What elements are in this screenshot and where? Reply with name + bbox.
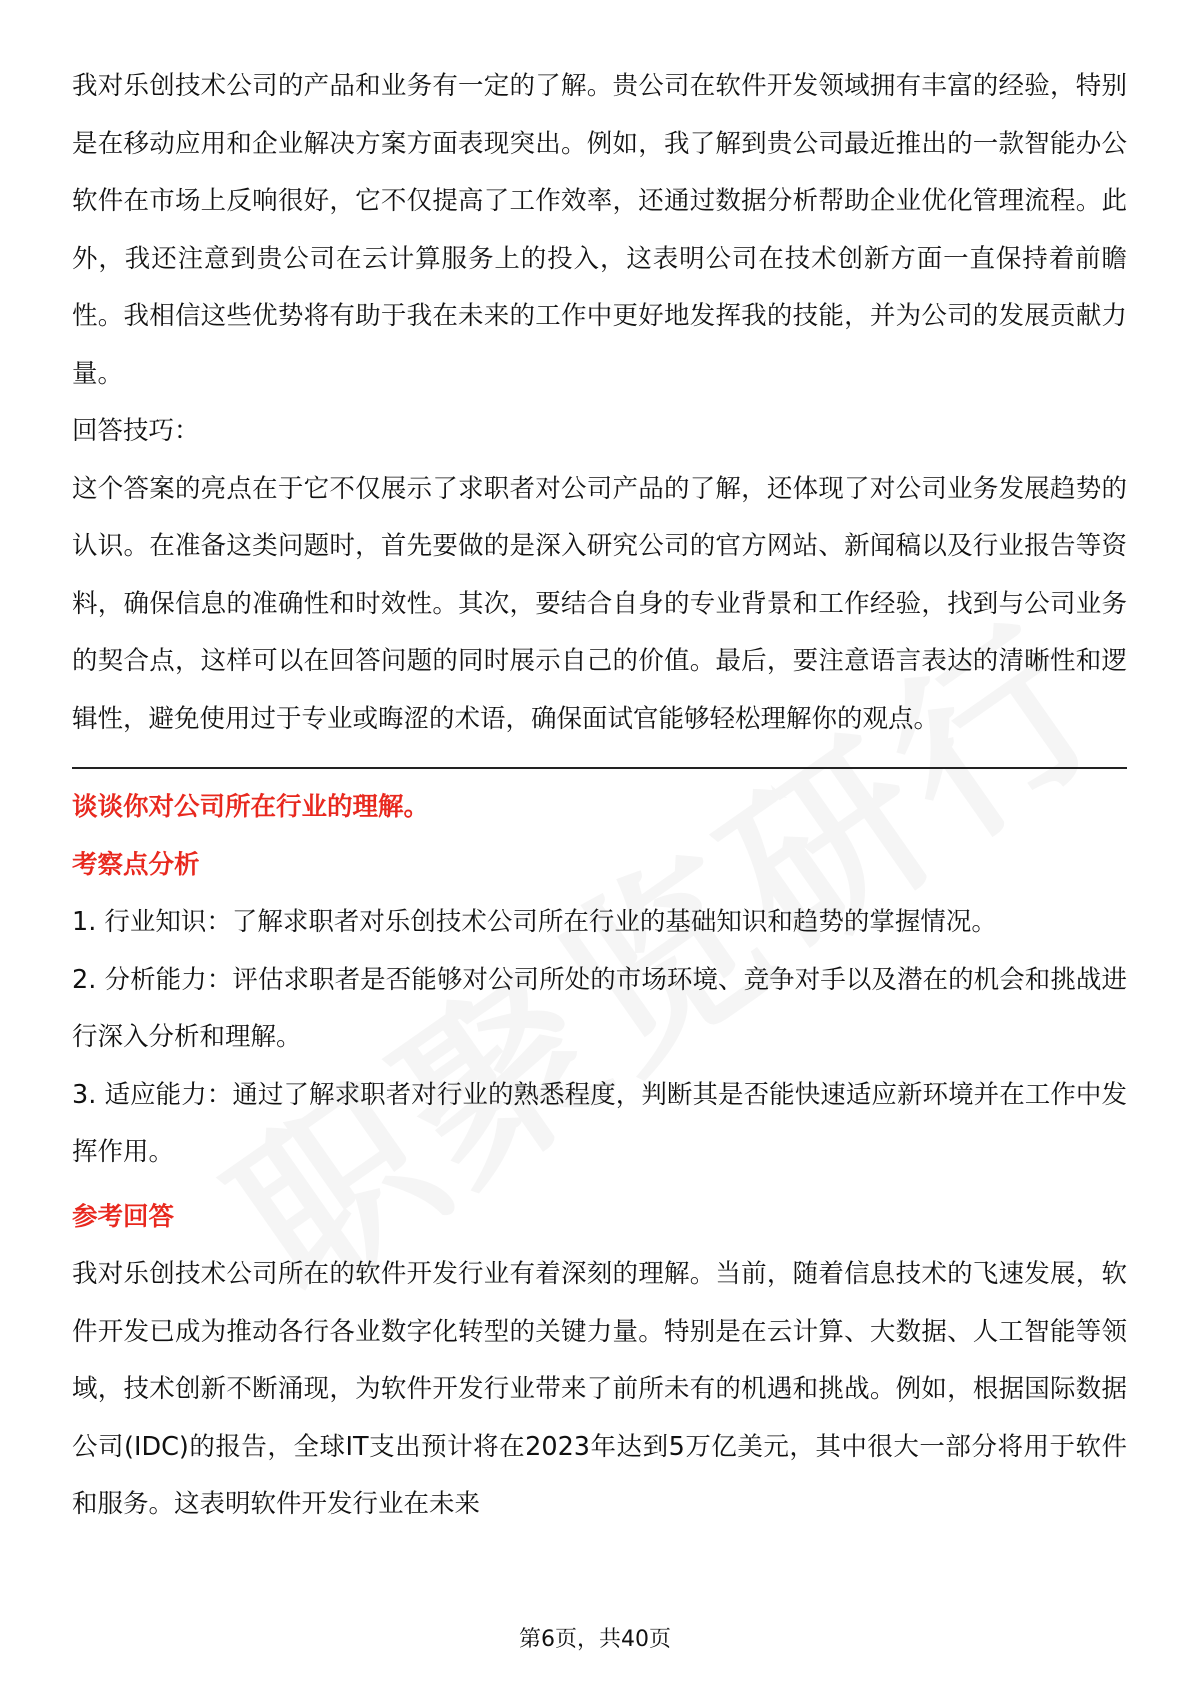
tips-paragraph: 这个答案的亮点在于它不仅展示了求职者对公司产品的了解，还体现了对公司业务发展趋势的认识。在准备这类问题时，首先要做的是深入研究公司的官方网站、新闻稿以及行业报告等资料，确保信息的准确性和时效性。其次，要结合自身的专业背景和工作经验，找到与公司业务的契合点，这样可以在回答问题的同时展示自己的价值。最后，要注意语言表达的清晰性和逻辑性，避免使用过于专业或晦涩的术语，确保面试官能够轻松理解你的观点。 — [72, 473, 1127, 734]
reference-answer-paragraph: 我对乐创技术公司所在的软件开发行业有着深刻的理解。当前，随着信息技术的飞速发展，软件开发已成为推动各行各业数字化转型的关键力量。特别是在云计算、大数据、人工智能等领域，技术创新不断涌现，为软件开发行业带来了前所未有的机遇和挑战。例如，根据国际数据公司(IDC)的报告，全球IT支出预计将在2023年达到5万亿美元，其中很大一部分将用于软件和服务。这表明软件开发行业在未来 — [72, 1259, 1127, 1519]
page-number-footer: 第6页，共40页 — [519, 1627, 671, 1652]
section-divider — [72, 767, 1127, 769]
question-title: 谈谈你对公司所在行业的理解。 — [72, 792, 430, 822]
page-content — [72, 58, 1127, 1534]
reference-heading: 参考回答 — [72, 1201, 175, 1232]
analysis-heading: 考察点分析 — [72, 849, 200, 880]
intro-answer-paragraph: 我对乐创技术公司的产品和业务有一定的了解。贵公司在软件开发领域拥有丰富的经验，特别是在移动应用和企业解决方案方面表现突出。例如，我了解到贵公司最近推出的一款智能办公软件在市场上反响很好，它不仅提高了工作效率，还通过数据分析帮助企业优化管理流程。此外，我还注意到贵公司在云计算服务上的投入，这表明公司在技术创新方面一直保持着前瞻性。我相信这些优势将有助于我在未来的工作中更好地发挥我的技能，并为公司的发展贡献力量。 — [72, 71, 1127, 389]
analysis-list — [72, 894, 1127, 1182]
analysis-point: 3. 适应能力：通过了解求职者对行业的熟悉程度，判断其是否能快速适应新环境并在工作中发挥作用。 — [72, 1079, 1127, 1167]
analysis-point: 1. 行业知识：了解求职者对乐创技术公司所在行业的基础知识和趋势的掌握情况。 — [72, 907, 997, 937]
analysis-point: 2. 分析能力：评估求职者是否能够对公司所处的市场环境、竞争对手以及潜在的机会和挑战进行深入分析和理解。 — [72, 964, 1127, 1052]
tips-label: 回答技巧： — [72, 416, 200, 446]
